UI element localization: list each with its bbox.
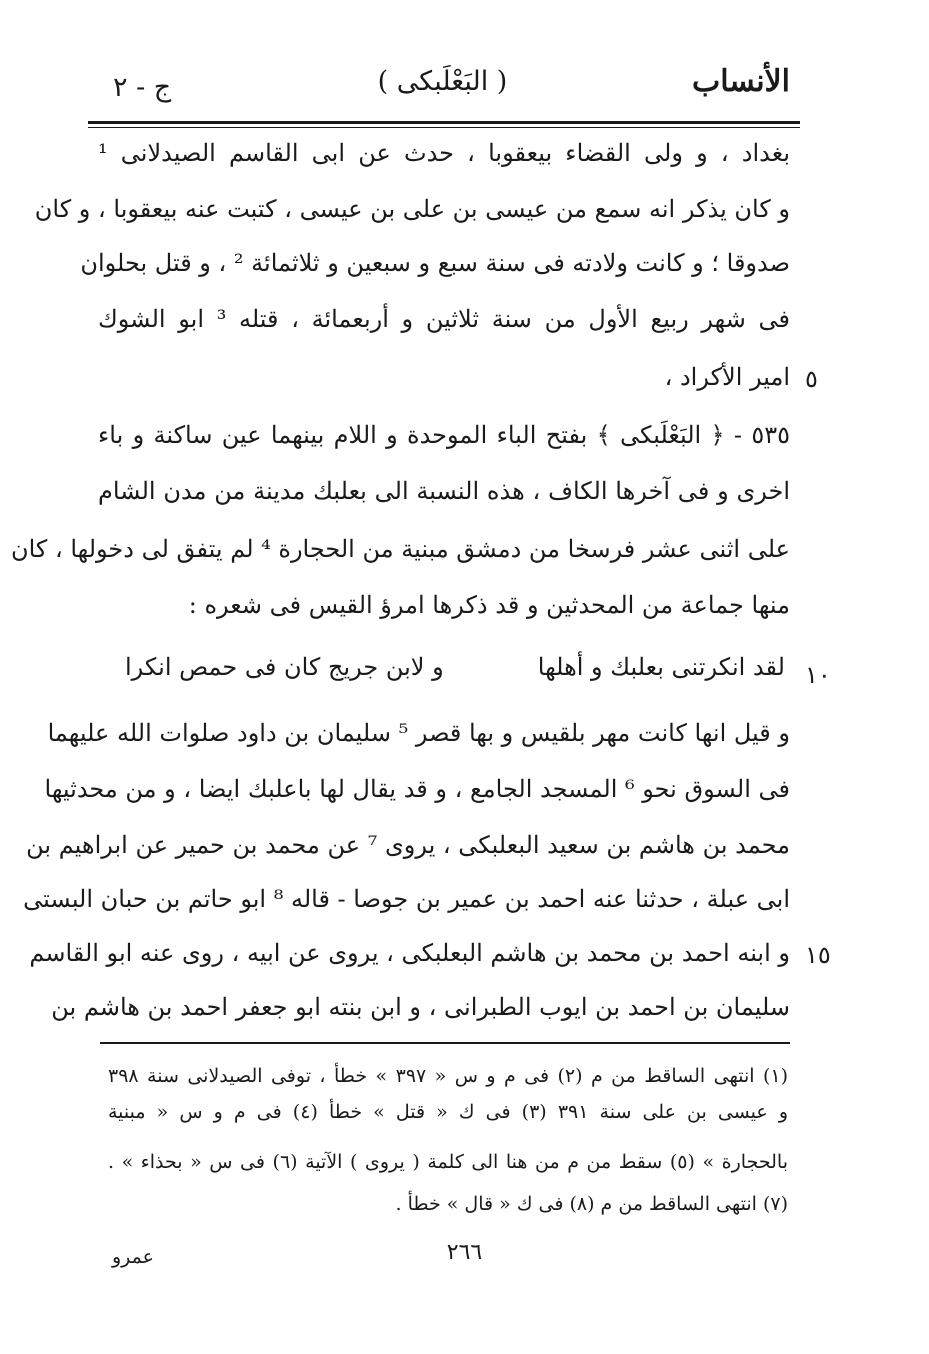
footnote-rule <box>100 1042 790 1044</box>
page-number: ٢٦٦ <box>446 1240 483 1265</box>
text-line: ابى عبلة ، حدثنا عنه احمد بن عمير بن جوصا - قاله ⁸ ابو حاتم بن حبان البستى <box>23 885 790 913</box>
printer-signature: عمرو <box>112 1246 154 1268</box>
line-marker-15: ١٥ <box>805 941 831 969</box>
poem-second-hemistich: و لابن جريج كان فى حمص انكرا <box>125 653 444 681</box>
footnote-line: و عيسى بن على سنة ٣٩١ (٣) فى ك « قتل » خطأ (٤) فى م و س « مبنية <box>108 1101 788 1123</box>
header-book-title: الأنساب <box>692 64 790 99</box>
running-header <box>95 58 790 110</box>
line-marker-10: ١٠ <box>805 661 831 689</box>
footnote-line: بالحجارة » (٥) سقط من م من هنا الى كلمة ( يروى ) الآتية (٦) فى س « بحذاء » . <box>108 1151 788 1173</box>
entry-heading-line: ٥٣٥ - ﴿ البَعْلَبكى ﴾ بفتح الباء الموحدة و اللام بينهما عين ساكنة و باء <box>98 421 790 449</box>
text-line: امير الأكراد ، <box>664 363 790 391</box>
header-volume: ج - ٢ <box>113 72 172 103</box>
text-line: سليمان بن احمد بن ايوب الطبرانى ، و ابن بنته ابو جعفر احمد بن هاشم بن <box>51 993 790 1021</box>
poem-first-hemistich: لقد انكرتنى بعلبك و أهلها <box>537 653 785 681</box>
footnote-line: (١) انتهى الساقط من م (٢) فى م و س « ٣٩٧ » خطأ ، توفى الصيدلانى سنة ٣٩٨ <box>108 1065 788 1087</box>
text-line: و ابنه احمد بن محمد بن هاشم البعلبكى ، يروى عن ابيه ، روى عنه ابو القاسم <box>29 939 790 967</box>
text-line: فى شهر ربيع الأول من سنة ثلاثين و أربعمائة ، قتله ³ ابو الشوك <box>98 305 791 333</box>
header-rule-thin <box>88 127 800 128</box>
footnote-line: (٧) انتهى الساقط من م (٨) فى ك « قال » خطأ . <box>395 1193 788 1215</box>
text-line: و قيل انها كانت مهر بلقيس و بها قصر ⁵ سليمان بن داود صلوات الله عليهما <box>47 719 790 747</box>
text-line: بغداد ، و ولى القضاء بيعقوبا ، حدث عن ابى القاسم الصيدلانى ¹ <box>98 139 790 167</box>
text-line: فى السوق نحو ⁶ المسجد الجامع ، و قد يقال لها باعلبك ايضا ، و من محدثيها <box>44 775 790 803</box>
text-line: صدوقا ؛ و كانت ولادته فى سنة سبع و سبعين و ثلاثمائة ² ، و قتل بحلوان <box>80 249 790 277</box>
line-marker-5: ٥ <box>805 365 818 393</box>
header-entry-title: ( البَعْلَبكى ) <box>377 66 508 97</box>
text-line: منها جماعة من المحدثين و قد ذكرها امرؤ القيس فى شعره : <box>188 591 790 619</box>
text-line: اخرى و فى آخرها الكاف ، هذه النسبة الى بعلبك مدينة من مدن الشام <box>98 477 790 505</box>
text-line: محمد بن هاشم بن سعيد البعلبكى ، يروى ⁷ عن محمد بن حمير عن ابراهيم بن <box>26 831 790 859</box>
text-line: و كان يذكر انه سمع من عيسى بن على بن عيسى ، كتبت عنه بيعقوبا ، و كان <box>34 195 790 223</box>
text-line: على اثنى عشر فرسخا من دمشق مبنية من الحجارة ⁴ لم يتفق لى دخولها ، كان <box>10 535 790 563</box>
header-rule-thick <box>88 121 800 124</box>
